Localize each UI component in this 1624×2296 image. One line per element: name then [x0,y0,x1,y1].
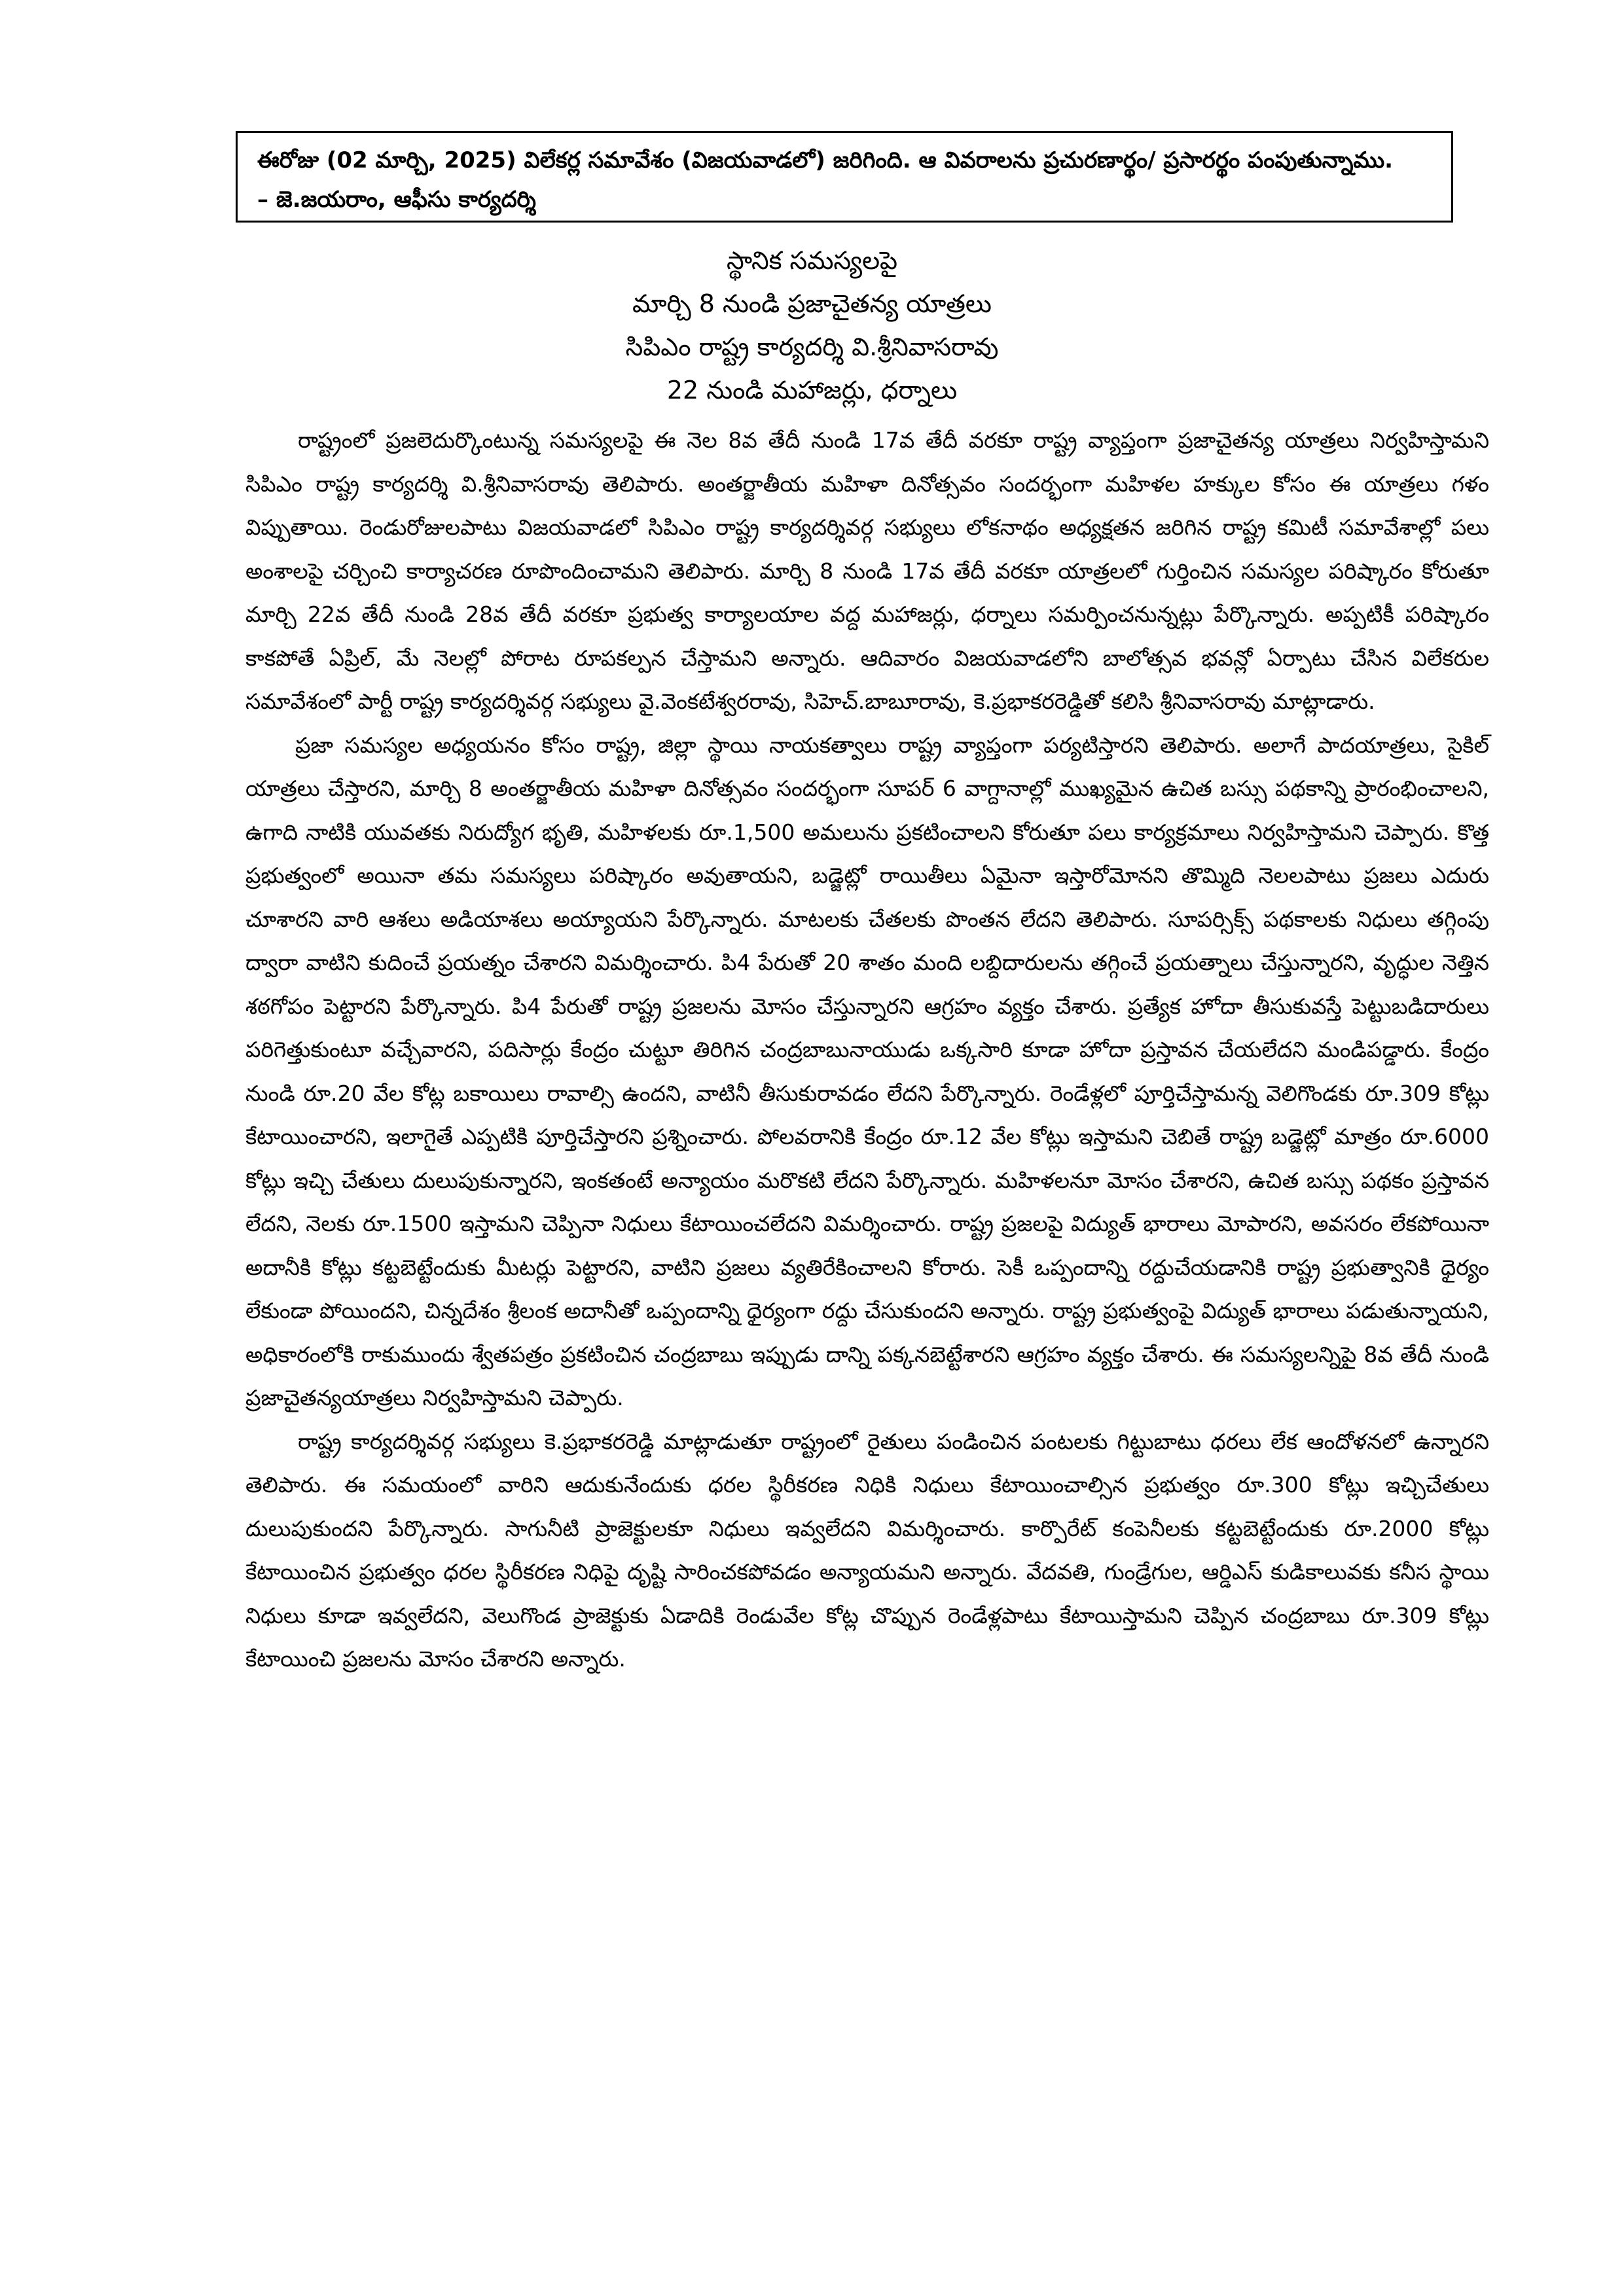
body-paragraph-3: రాష్ట్ర కార్యదర్శివర్గ సభ్యులు కె.ప్రభాకరరెడ్డి మాట్లాడుతూ రాష్ట్రంలో రైతులు పండించిన పంటలకు గిట్టుబాటు ధరలు లేక ఆందోళనలో ఉన్నారని తెలిపారు. ఈ సమయంలో వారిని ఆదుకునేందుకు ధరల స్థిరీకరణ నిధికి నిధులు కేటాయించాల్సిన ప్రభుత్వం రూ.300 కోట్లు ఇచ్చిచేతులు దులుపుకుందని పేర్కొన్నారు. సాగునీటి ప్రాజెక్టులకూ నిధులు ఇవ్వలేదని విమర్శించారు. కార్పొరేట్ కంపెనీలకు కట్టబెట్టేందుకు రూ.2000 కోట్లు కేటాయించిన ప్రభుత్వం ధరల స్థిరీకరణ నిధిపై దృష్టి సారించకపోవడం అన్యాయమని అన్నారు. వేదవతి, గుండ్రేగుల, ఆర్డిఎస్ కుడికాలువకు కనీస స్థాయి నిధులు కూడా ఇవ్వలేదని, వెలుగొండ ప్రాజెక్టుకు ఏడాదికి రెండువేల కోట్ల చొప్పున రెండేళ్లపాటు కేటాయిస్తామని చెప్పిన చంద్రబాబు రూ.309 కోట్లు కేటాయించి ప్రజలను మోసం చేశారని అన్నారు. [245,1428,1489,1672]
headline-line-3: సిపిఎం రాష్ట్ర కార్యదర్శి వి.శ్రీనివాసరావు [625,332,999,361]
notice-line-date: ఈరోజు (02 మార్చి, 2025) విలేకర్ల సమావేశం (విజయవాడలో) జరిగింది. ఆ వివరాలను ప్రచురణార్థం/ ప్రసారర్థం పంపుతున్నాము. [257,147,1394,173]
notice-line-signature: – జె.జయరాం, ఆఫీసు కార్యదర్శి [257,187,536,213]
body-paragraph-1: రాష్ట్రంలో ప్రజలెదుర్కొంటున్న సమస్యలపై ఈ నెల 8వ తేదీ నుండి 17వ తేదీ వరకూ రాష్ట్ర వ్యాప్తంగా ప్రజాచైతన్య యాత్రలు నిర్వహిస్తామని సిపిఎం రాష్ట్ర కార్యదర్శి వి.శ్రీనివాసరావు తెలిపారు. అంతర్జాతీయ మహిళా దినోత్సవం సందర్భంగా మహిళల హక్కుల కోసం ఈ యాత్రలు గళం విప్పుతాయి. రెండురోజులపాటు విజయవాడలో సిపిఎం రాష్ట్ర కార్యదర్శివర్గ సభ్యులు లోకనాథం అధ్యక్షతన జరిగిన రాష్ట్ర కమిటీ సమావేశాల్లో పలు అంశాలపై చర్చించి కార్యాచరణ రూపొందించామని తెలిపారు. మార్చి 8 నుండి 17వ తేదీ వరకూ యాత్రలలో గుర్తించిన సమస్యల పరిష్కారం కోరుతూ మార్చి 22వ తేదీ నుండి 28వ తేదీ వరకూ ప్రభుత్వ కార్యాలయాల వద్ద మహాజర్లు, ధర్నాలు సమర్పించనున్నట్లు పేర్కొన్నారు. అప్పటికీ పరిష్కారం కాకపోతే ఏప్రిల్, మే నెలల్లో పోరాట రూపకల్పన చేస్తామని అన్నారు. ఆదివారం విజయవాడలోని బాలోత్సవ భవన్లో ఏర్పాటు చేసిన విలేకరుల సమావేశంలో పార్టీ రాష్ట్ర కార్యదర్శివర్గ సభ్యులు వై.వెంకటేశ్వరరావు, సిహెచ్.బాబూరావు, కె.ప్రభాకరరెడ్డితో కలిసి శ్రీనివాసరావు మాట్లాడారు. [245,427,1489,714]
body-paragraph-2: ప్రజా సమస్యల అధ్యయనం కోసం రాష్ట్ర, జిల్లా స్థాయి నాయకత్వాలు రాష్ట్ర వ్యాప్తంగా పర్యటిస్తారని తెలిపారు. అలాగే పాదయాత్రలు, సైకిల్ యాత్రలు చేస్తారని, మార్చి 8 అంతర్జాతీయ మహిళా దినోత్సవం సందర్భంగా సూపర్ 6 వాగ్దానాల్లో ముఖ్యమైన ఉచిత బస్సు పథకాన్ని ప్రారంభించాలని, ఉగాది నాటికి యువతకు నిరుద్యోగ భృతి, మహిళలకు రూ.1,500 అమలును ప్రకటించాలని కోరుతూ పలు కార్యక్రమాలు నిర్వహిస్తామని చెప్పారు. కొత్త ప్రభుత్వంలో అయినా తమ సమస్యలు పరిష్కారం అవుతాయని, బడ్జెట్లో రాయితీలు ఏమైనా ఇస్తారోమోనని తొమ్మిది నెలలపాటు ప్రజలు ఎదురు చూశారని వారి ఆశలు అడియాశలు అయ్యాయని పేర్కొన్నారు. మాటలకు చేతలకు పొంతన లేదని తెలిపారు. సూపర్సిక్స్ పథకాలకు నిధులు తగ్గింపు ద్వారా వాటిని కుదించే ప్రయత్నం చేశారని విమర్శించారు. పి4 పేరుతో 20 శాతం మంది లబ్దిదారులను తగ్గించే ప్రయత్నాలు చేస్తున్నారని, వృద్ధుల నెత్తిన శఠగోపం పెట్టారని పేర్కొన్నారు. పి4 పేరుతో రాష్ట్ర ప్రజలను మోసం చేస్తున్నారని ఆగ్రహం వ్యక్తం చేశారు. ప్రత్యేక హోదా తీసుకువస్తే పెట్టుబడిదారులు పరిగెత్తుకుంటూ వచ్చేవారని, పదిసార్లు కేంద్రం చుట్టూ తిరిగిన చంద్రబాబునాయుడు ఒక్కసారి కూడా హోదా ప్రస్తావన చేయలేదని మండిపడ్డారు. కేంద్రం నుండి రూ.20 వేల కోట్ల బకాయిలు రావాల్సి ఉందని, వాటినీ తీసుకురావడం లేదని పేర్కొన్నారు. రెండేళ్లలో పూర్తిచేస్తామన్న వెలిగొండకు రూ.309 కోట్లు కేటాయించారని, ఇలాగైతే ఎప్పటికి పూర్తిచేస్తారని ప్రశ్నించారు. పోలవరానికి కేంద్రం రూ.12 వేల కోట్లు ఇస్తామని చెబితే రాష్ట్ర బడ్జెట్లో మాత్రం రూ.6000 కోట్లు ఇచ్చి చేతులు దులుపుకున్నారని, ఇంకతంటే అన్యాయం మరొకటి లేదని పేర్కొన్నారు. మహిళలనూ మోసం చేశారని, ఉచిత బస్సు పథకం ప్రస్తావన లేదని, నెలకు రూ.1500 ఇస్తామని చెప్పినా నిధులు కేటాయించలేదని విమర్శించారు. రాష్ట్ర ప్రజలపై విద్యుత్ భారాలు మోపారని, అవసరం లేకపోయినా అదానీకి కోట్లు కట్టబెట్టేందుకు మీటర్లు పెట్టారని, వాటిని ప్రజలు వ్యతిరేకించాలని కోరారు. సెకీ ఒప్పందాన్ని రద్దుచేయడానికి రాష్ట్ర ప్రభుత్వానికి ధైర్యం లేకుండా పోయిందని, చిన్నదేశం శ్రీలంక అదానీతో ఒప్పందాన్ని ధైర్యంగా రద్దు చేసుకుందని అన్నారు. రాష్ట్ర ప్రభుత్వంపై విద్యుత్ భారాలు పడుతున్నాయని, అధికారంలోకి రాకుముందు శ్వేతపత్రం ప్రకటించిన చంద్రబాబు ఇప్పుడు దాన్ని పక్కనబెట్టేశారని ఆగ్రహం వ్యక్తం చేశారు. ఈ సమస్యలన్నిపై 8వ తేదీ నుండి ప్రజాచైతన్యయాత్రలు నిర్వహిస్తామని చెప్పారు. [245,732,1489,1410]
headline-line-1: స్థానిక సమస్యలపై [726,246,898,275]
headline-block [0,239,1624,412]
notice-box [236,131,1453,223]
headline-line-4: 22 నుండి మహాజర్లు, ధర్నాలు [666,376,958,404]
article-body [245,419,1489,1681]
headline-line-2: మార్చి 8 నుండి ప్రజాచైతన్య యాత్రలు [632,289,992,318]
